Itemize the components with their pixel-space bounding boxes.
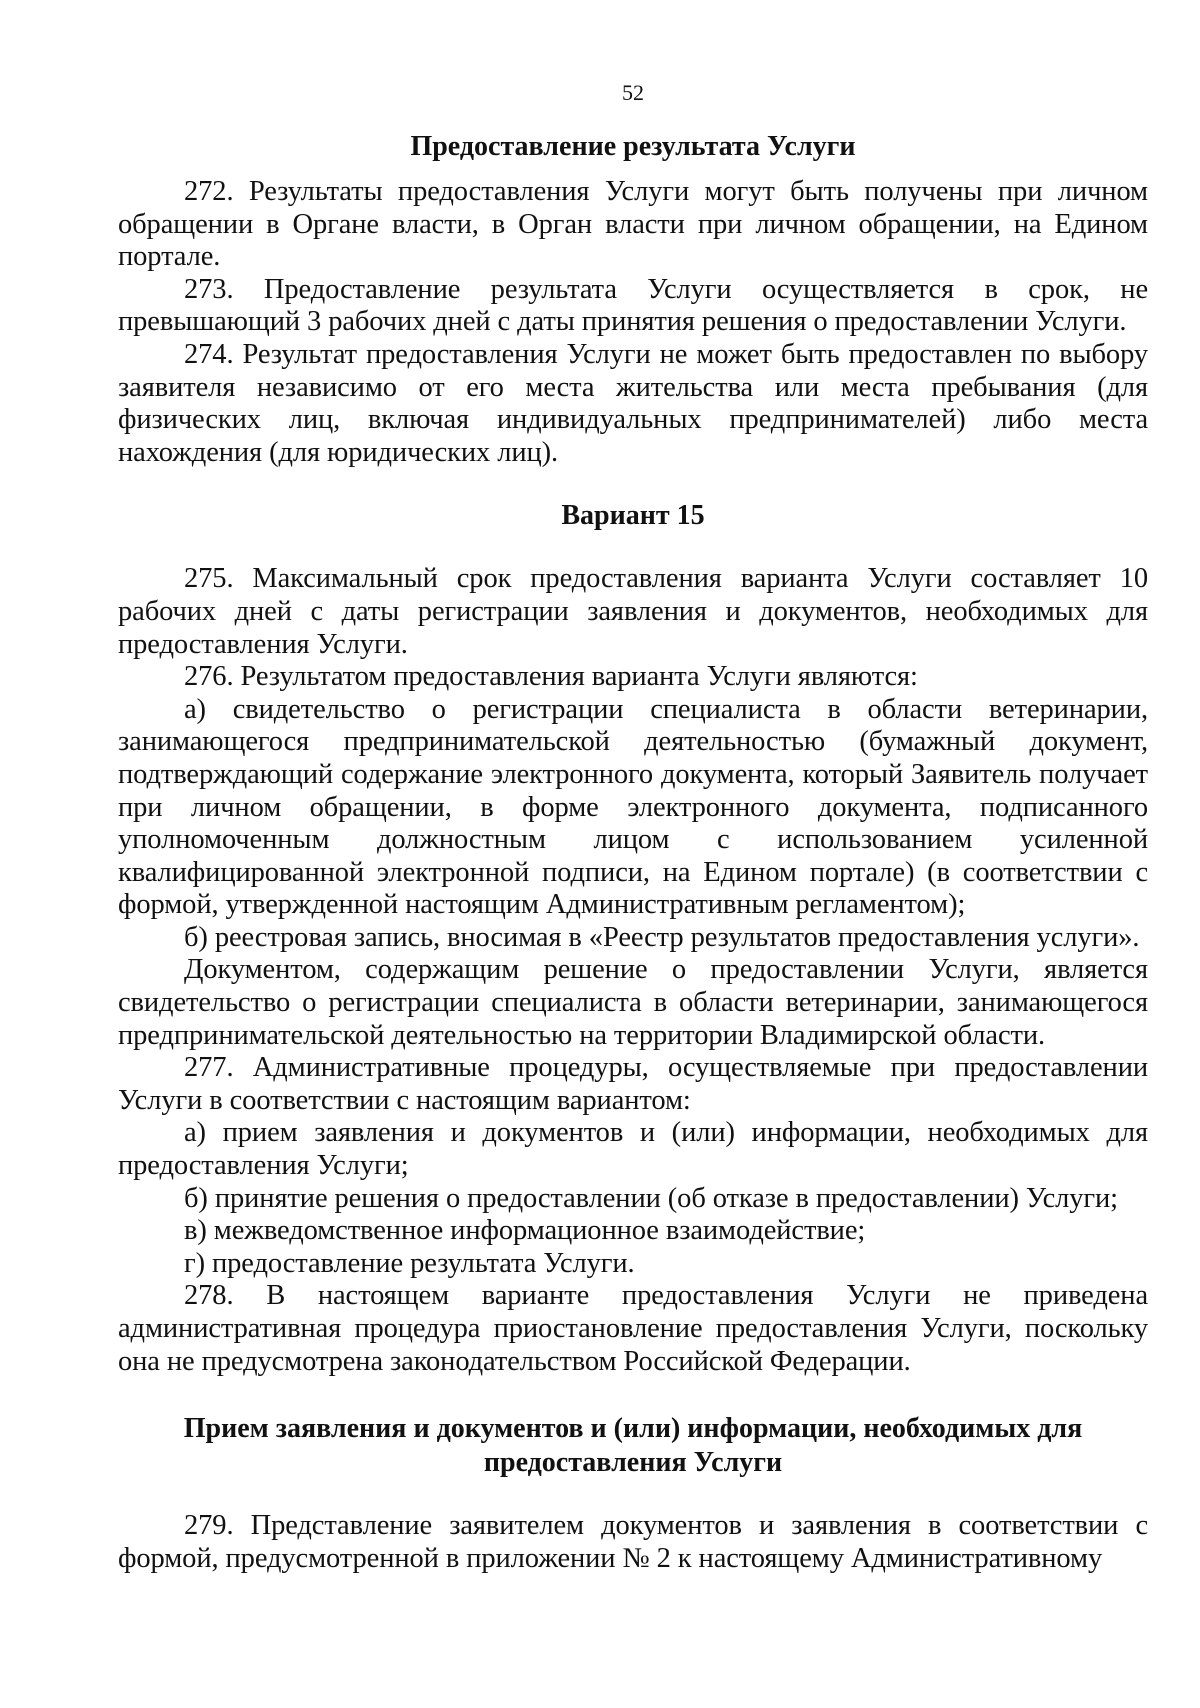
paragraph-279: 279. Представление заявителем документов и заявления в соответствии с формой, предусмотренной в приложении № 2 к настоящему Административному	[118, 1510, 1148, 1574]
paragraph-277-b: б) принятие решения о предоставлении (об отказе в предоставлении) Услуги;	[184, 1182, 1118, 1214]
paragraph-276-a: а) свидетельство о регистрации специалиста в области ветеринарии, занимающегося предпринимательской деятельностью (бумажный документ, подтверждающий содержание электронного документа, который Заявитель получает при личном обращении, в форме электронного документа, подписанного уполномоченным должностным лицом с использованием усиленной квалифицированной электронной подписи, на Едином портале) (в соответствии с формой, утвержденной настоящим Административным регламентом);	[118, 693, 1148, 921]
paragraph-277-g: г) предоставление результата Услуги.	[184, 1247, 635, 1279]
section-title-result-delivery: Предоставление результата Услуги	[410, 131, 856, 162]
paragraph-274: 274. Результат предоставления Услуги не может быть предоставлен по выбору заявителя независимо от его места жительства или места пребывания (для физических лиц, включая индивидуальных предпринимателей) либо места нахождения (для юридических лиц).	[118, 338, 1148, 468]
section-title-variant-15: Вариант 15	[561, 500, 705, 532]
paragraph-277-v: в) межведомственное информационное взаимодействие;	[184, 1215, 866, 1247]
page-number: 52	[622, 80, 644, 105]
section-title-application-intake: Прием заявления и документов и (или) информации, необходимых для предоставления Услуги	[183, 1413, 1083, 1479]
paragraph-278: 278. В настоящем варианте предоставления Услуги не приведена административная процедура приостановление предоставления Услуги, поскольку она не предусмотрена законодательством Российской Федерации.	[118, 1280, 1148, 1377]
paragraph-276-b: б) реестровая запись, вносимая в «Реестр результатов предоставления услуги».	[184, 921, 1140, 953]
paragraph-decision-document: Документом, содержащим решение о предоставлении Услуги, является свидетельство о регистрации специалиста в области ветеринарии, занимающегося предпринимательской деятельностью на территории Владимирской области.	[118, 954, 1148, 1051]
paragraph-277: 277. Административные процедуры, осуществляемые при предоставлении Услуги в соответствии с настоящим вариантом:	[118, 1052, 1148, 1116]
paragraph-273: 273. Предоставление результата Услуги осуществляется в срок, не превышающий 3 рабочих дней с даты принятия решения о предоставлении Услуги.	[118, 273, 1148, 338]
paragraph-277-a: а) прием заявления и документов и (или) информации, необходимых для предоставления Услуги;	[118, 1117, 1148, 1182]
paragraph-276: 276. Результатом предоставления варианта Услуги являются:	[184, 661, 918, 693]
document-page	[118, 70, 1148, 1690]
paragraph-275: 275. Максимальный срок предоставления варианта Услуги составляет 10 рабочих дней с даты регистрации заявления и документов, необходимых для предоставления Услуги.	[118, 563, 1148, 660]
paragraph-272: 272. Результаты предоставления Услуги могут быть получены при личном обращении в Органе власти, в Орган власти при личном обращении, на Едином портале.	[118, 176, 1148, 273]
